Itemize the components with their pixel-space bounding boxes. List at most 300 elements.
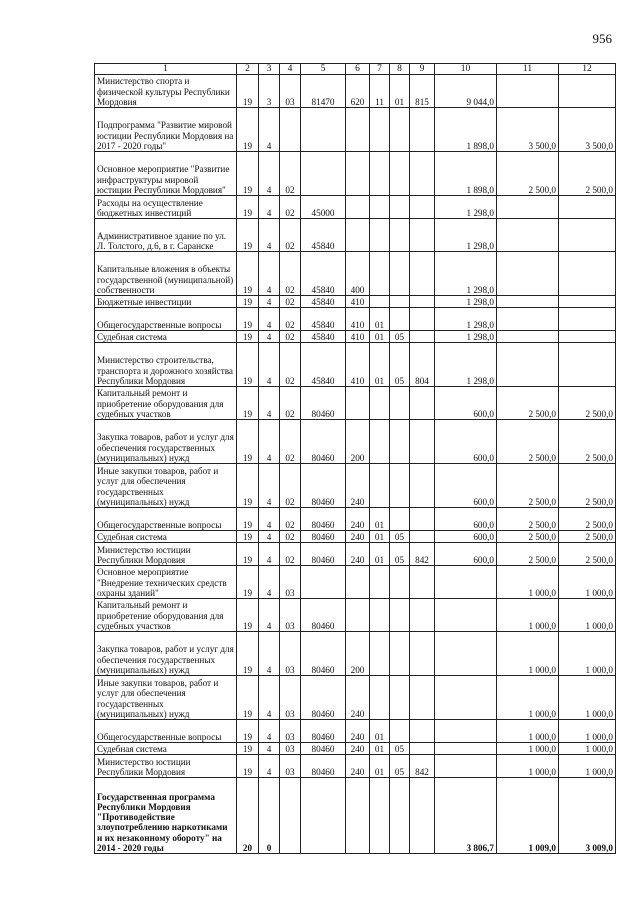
table-cell: 19 [237, 387, 259, 420]
table-cell: 0 [259, 778, 280, 854]
table-row [95, 75, 616, 108]
table-cell: 4 [259, 543, 280, 566]
table-cell: 4 [259, 755, 280, 778]
table-cell [410, 331, 435, 343]
table-cell: 01 [370, 343, 390, 387]
table-cell [301, 778, 346, 854]
row-label: Капитальный ремонт и приобретение оборудования для судебных участков [95, 599, 237, 632]
table-cell: 2 500,0 [497, 420, 559, 464]
table-cell: 1 298,0 [435, 296, 497, 308]
table-cell: 2 500,0 [559, 543, 616, 566]
table-cell: 4 [259, 108, 280, 152]
table-cell: 4 [259, 599, 280, 632]
table-cell [280, 778, 301, 854]
row-label: Закупка товаров, работ и услуг для обеспечения государственных (муниципальных) нужд [95, 420, 237, 464]
table-cell [370, 676, 390, 720]
table-cell [410, 108, 435, 152]
table-cell: 804 [410, 343, 435, 387]
table-cell: 19 [237, 152, 259, 196]
table-cell: 45840 [301, 252, 346, 296]
table-cell: 600,0 [435, 387, 497, 420]
table-cell: 03 [280, 676, 301, 720]
table-cell: 45840 [301, 331, 346, 343]
table-cell [346, 599, 370, 632]
table-cell: 02 [280, 343, 301, 387]
table-cell: 05 [390, 331, 410, 343]
table-cell [410, 599, 435, 632]
table-cell [559, 196, 616, 219]
table-cell: 02 [280, 219, 301, 252]
table-row [95, 296, 616, 308]
table-cell [410, 152, 435, 196]
table-cell [390, 219, 410, 252]
column-header: 7 [370, 64, 390, 75]
table-cell: 80460 [301, 464, 346, 508]
table-cell [410, 196, 435, 219]
table-cell: 4 [259, 152, 280, 196]
table-cell: 2 500,0 [497, 464, 559, 508]
table-cell [497, 252, 559, 296]
table-row [95, 196, 616, 219]
table-cell [390, 387, 410, 420]
column-header: 1 [95, 64, 237, 75]
table-cell [346, 387, 370, 420]
table-cell: 01 [370, 543, 390, 566]
table-cell: 19 [237, 75, 259, 108]
table-cell: 45000 [301, 196, 346, 219]
row-label: Судебная система [95, 331, 237, 343]
table-cell [435, 676, 497, 720]
table-cell: 1 000,0 [497, 755, 559, 778]
table-cell: 19 [237, 543, 259, 566]
table-row [95, 152, 616, 196]
row-label: Капитальные вложения в объекты государственной (муниципальной) собственности [95, 252, 237, 296]
table-cell: 4 [259, 252, 280, 296]
table-cell: 02 [280, 508, 301, 531]
table-cell: 200 [346, 632, 370, 676]
table-cell: 05 [390, 531, 410, 543]
table-cell: 2 500,0 [559, 152, 616, 196]
table-cell: 600,0 [435, 464, 497, 508]
table-cell: 03 [280, 743, 301, 755]
table-cell [346, 152, 370, 196]
table-cell: 2 500,0 [497, 543, 559, 566]
row-label: Министерство спорта и физической культуры Республики Мордовия [95, 75, 237, 108]
table-cell [410, 566, 435, 599]
row-label: Капитальный ремонт и приобретение оборудования для судебных участков [95, 387, 237, 420]
table-cell [410, 219, 435, 252]
table-cell: 2 500,0 [559, 531, 616, 543]
table-cell: 02 [280, 252, 301, 296]
table-cell [410, 387, 435, 420]
table-cell: 03 [280, 599, 301, 632]
table-cell [435, 755, 497, 778]
table-cell: 19 [237, 420, 259, 464]
table-cell [410, 676, 435, 720]
table-cell: 3 [259, 75, 280, 108]
table-cell: 1 000,0 [497, 632, 559, 676]
table-cell: 02 [280, 331, 301, 343]
table-cell: 1 298,0 [435, 219, 497, 252]
table-cell: 02 [280, 531, 301, 543]
table-cell: 1 000,0 [559, 720, 616, 743]
row-label: Закупка товаров, работ и услуг для обеспечения государственных (муниципальных) нужд [95, 632, 237, 676]
table-cell: 19 [237, 219, 259, 252]
table-cell [559, 219, 616, 252]
row-label: Министерство юстиции Республики Мордовия [95, 755, 237, 778]
table-cell [410, 420, 435, 464]
table-cell [497, 219, 559, 252]
table-cell: 19 [237, 632, 259, 676]
table-cell [390, 508, 410, 531]
row-label: Общегосударственные вопросы [95, 720, 237, 743]
table-cell [390, 464, 410, 508]
table-cell: 01 [370, 720, 390, 743]
table-cell: 19 [237, 252, 259, 296]
table-cell: 4 [259, 331, 280, 343]
row-label: Иные закупки товаров, работ и услуг для обеспечения государственных (муниципальных) нужд [95, 676, 237, 720]
table-cell: 4 [259, 308, 280, 331]
table-cell: 2 500,0 [559, 387, 616, 420]
table-cell [435, 599, 497, 632]
table-cell: 05 [390, 755, 410, 778]
table-cell: 45840 [301, 296, 346, 308]
row-label: Общегосударственные вопросы [95, 308, 237, 331]
table-cell: 20 [237, 778, 259, 854]
table-cell [370, 296, 390, 308]
table-row [95, 420, 616, 464]
table-cell: 1 000,0 [497, 566, 559, 599]
table-cell: 1 000,0 [497, 743, 559, 755]
table-cell: 2 500,0 [497, 508, 559, 531]
table-cell: 02 [280, 420, 301, 464]
table-cell: 02 [280, 308, 301, 331]
table-cell: 410 [346, 331, 370, 343]
row-label: Административное здание по ул. Л. Толстого, д.6, в г. Саранске [95, 219, 237, 252]
table-cell: 02 [280, 543, 301, 566]
table-cell: 240 [346, 743, 370, 755]
table-cell [370, 599, 390, 632]
table-cell [410, 778, 435, 854]
table-cell [410, 632, 435, 676]
table-row [95, 387, 616, 420]
table-cell: 410 [346, 296, 370, 308]
table-cell: 80460 [301, 676, 346, 720]
table-cell: 81470 [301, 75, 346, 108]
table-cell: 1 298,0 [435, 196, 497, 219]
table-cell [370, 464, 390, 508]
table-cell [346, 778, 370, 854]
table-cell: 240 [346, 543, 370, 566]
table-cell [390, 296, 410, 308]
table-cell [390, 196, 410, 219]
table-cell: 01 [370, 508, 390, 531]
table-cell [370, 778, 390, 854]
table-cell: 3 009,0 [559, 778, 616, 854]
column-header: 9 [410, 64, 435, 75]
table-cell: 400 [346, 252, 370, 296]
table-cell: 01 [370, 331, 390, 343]
table-cell [301, 152, 346, 196]
table-cell: 80460 [301, 508, 346, 531]
table-row [95, 531, 616, 543]
table-cell [370, 219, 390, 252]
table-cell: 1 898,0 [435, 152, 497, 196]
table-cell: 19 [237, 196, 259, 219]
column-header: 8 [390, 64, 410, 75]
row-label: Государственная программа Республики Мордовия "Противодействие злоупотреблению наркотиками и их незаконному обороту" на 2014 - 2020 годы [95, 778, 237, 854]
table-row [95, 720, 616, 743]
table-cell [390, 152, 410, 196]
table-cell: 80460 [301, 420, 346, 464]
table-cell: 815 [410, 75, 435, 108]
budget-table [94, 63, 616, 854]
table-cell: 19 [237, 743, 259, 755]
table-row [95, 743, 616, 755]
table-cell [497, 343, 559, 387]
table-cell: 240 [346, 676, 370, 720]
table-cell: 1 000,0 [559, 676, 616, 720]
table-cell: 3 500,0 [497, 108, 559, 152]
row-label: Подпрограмма "Развитие мировой юстиции Республики Мордовия на 2017 - 2020 годы" [95, 108, 237, 152]
table-cell: 80460 [301, 632, 346, 676]
table-header-row [95, 64, 616, 75]
table-cell: 03 [280, 566, 301, 599]
table-cell: 02 [280, 387, 301, 420]
table-cell: 1 000,0 [559, 755, 616, 778]
table-cell: 45840 [301, 219, 346, 252]
table-cell: 1 298,0 [435, 252, 497, 296]
table-cell: 19 [237, 108, 259, 152]
column-header: 2 [237, 64, 259, 75]
table-cell [410, 743, 435, 755]
table-cell: 842 [410, 543, 435, 566]
row-label: Иные закупки товаров, работ и услуг для обеспечения государственных (муниципальных) нужд [95, 464, 237, 508]
table-cell: 4 [259, 343, 280, 387]
table-cell [559, 308, 616, 331]
table-cell: 03 [280, 755, 301, 778]
table-cell: 9 044,0 [435, 75, 497, 108]
table-cell: 80460 [301, 387, 346, 420]
column-header: 10 [435, 64, 497, 75]
table-cell: 11 [370, 75, 390, 108]
table-row [95, 308, 616, 331]
table-cell: 600,0 [435, 420, 497, 464]
table-row [95, 632, 616, 676]
table-cell: 19 [237, 566, 259, 599]
table-row [95, 566, 616, 599]
table-cell [497, 308, 559, 331]
column-header: 12 [559, 64, 616, 75]
table-cell: 4 [259, 296, 280, 308]
table-cell: 2 500,0 [559, 464, 616, 508]
table-cell: 1 000,0 [559, 566, 616, 599]
table-cell: 600,0 [435, 543, 497, 566]
table-cell: 1 000,0 [497, 676, 559, 720]
table-cell [497, 196, 559, 219]
table-cell [390, 599, 410, 632]
table-cell: 03 [280, 75, 301, 108]
row-label: Расходы на осуществление бюджетных инвестиций [95, 196, 237, 219]
table-cell: 80460 [301, 599, 346, 632]
table-cell [559, 75, 616, 108]
table-cell: 200 [346, 420, 370, 464]
table-cell: 02 [280, 196, 301, 219]
table-cell [390, 308, 410, 331]
table-cell: 4 [259, 531, 280, 543]
table-cell [559, 331, 616, 343]
table-cell: 2 500,0 [559, 508, 616, 531]
table-cell [390, 778, 410, 854]
table-cell: 05 [390, 743, 410, 755]
table-cell [559, 252, 616, 296]
column-header: 5 [301, 64, 346, 75]
table-cell: 19 [237, 755, 259, 778]
table-cell: 80460 [301, 755, 346, 778]
table-cell: 05 [390, 543, 410, 566]
table-cell [497, 331, 559, 343]
row-label: Основное мероприятие "Внедрение технических средств охраны зданий" [95, 566, 237, 599]
table-cell: 4 [259, 508, 280, 531]
table-cell: 19 [237, 308, 259, 331]
table-cell: 19 [237, 676, 259, 720]
table-cell [301, 108, 346, 152]
table-cell: 3 806,7 [435, 778, 497, 854]
table-cell: 01 [370, 755, 390, 778]
table-cell: 410 [346, 308, 370, 331]
table-cell [390, 676, 410, 720]
table-cell: 19 [237, 464, 259, 508]
table-cell: 2 500,0 [497, 531, 559, 543]
table-cell: 2 500,0 [497, 152, 559, 196]
table-cell [346, 196, 370, 219]
table-cell: 4 [259, 743, 280, 755]
table-row [95, 343, 616, 387]
row-label: Общегосударственные вопросы [95, 508, 237, 531]
table-cell: 01 [390, 75, 410, 108]
table-cell: 19 [237, 720, 259, 743]
table-cell: 05 [390, 343, 410, 387]
table-row [95, 108, 616, 152]
table-cell [410, 531, 435, 543]
table-cell: 4 [259, 566, 280, 599]
table-cell: 4 [259, 387, 280, 420]
row-label: Основное мероприятие "Развитие инфраструктуры мировой юстиции Республики Мордовия" [95, 152, 237, 196]
table-row [95, 599, 616, 632]
table-cell: 01 [370, 531, 390, 543]
table-cell [370, 108, 390, 152]
table-cell [370, 632, 390, 676]
table-cell: 2 500,0 [497, 387, 559, 420]
table-cell: 01 [370, 743, 390, 755]
table-cell: 19 [237, 599, 259, 632]
table-row [95, 219, 616, 252]
table-row [95, 755, 616, 778]
table-cell: 45840 [301, 343, 346, 387]
table-row [95, 508, 616, 531]
table-row [95, 464, 616, 508]
table-cell: 1 000,0 [559, 743, 616, 755]
table-cell [410, 296, 435, 308]
table-cell: 410 [346, 343, 370, 387]
table-cell: 240 [346, 720, 370, 743]
table-body [95, 75, 616, 854]
table-cell [390, 108, 410, 152]
row-label: Министерство юстиции Республики Мордовия [95, 543, 237, 566]
table-cell [410, 508, 435, 531]
table-cell [559, 296, 616, 308]
table-cell: 4 [259, 420, 280, 464]
table-cell: 1 000,0 [497, 720, 559, 743]
table-cell [390, 632, 410, 676]
table-cell: 19 [237, 508, 259, 531]
row-label: Судебная система [95, 743, 237, 755]
table-cell [301, 566, 346, 599]
row-label: Бюджетные инвестиции [95, 296, 237, 308]
table-cell: 03 [280, 632, 301, 676]
table-cell: 1 298,0 [435, 308, 497, 331]
table-cell [435, 743, 497, 755]
table-cell: 03 [280, 720, 301, 743]
table-cell [390, 720, 410, 743]
table-cell [435, 720, 497, 743]
table-cell: 600,0 [435, 531, 497, 543]
table-cell: 80460 [301, 543, 346, 566]
table-cell [497, 296, 559, 308]
table-cell: 19 [237, 343, 259, 387]
table-cell [435, 566, 497, 599]
table-cell: 3 500,0 [559, 108, 616, 152]
row-label: Министерство строительства, транспорта и дорожного хозяйства Республики Мордовия [95, 343, 237, 387]
table-cell [390, 420, 410, 464]
column-header: 4 [280, 64, 301, 75]
table-cell: 1 298,0 [435, 343, 497, 387]
table-cell [346, 108, 370, 152]
table-cell [410, 252, 435, 296]
table-row [95, 252, 616, 296]
table-cell: 1 000,0 [497, 599, 559, 632]
table-cell [370, 387, 390, 420]
table-cell: 1 898,0 [435, 108, 497, 152]
table-cell: 80460 [301, 531, 346, 543]
table-cell: 80460 [301, 743, 346, 755]
column-header: 11 [497, 64, 559, 75]
table-cell [390, 566, 410, 599]
table-cell: 19 [237, 331, 259, 343]
table-cell [370, 566, 390, 599]
table-cell: 45840 [301, 308, 346, 331]
table-cell: 1 000,0 [559, 632, 616, 676]
table-cell [370, 152, 390, 196]
table-cell: 02 [280, 296, 301, 308]
table-cell: 80460 [301, 720, 346, 743]
table-cell: 1 298,0 [435, 331, 497, 343]
table-cell [559, 343, 616, 387]
table-cell [370, 252, 390, 296]
table-cell [280, 108, 301, 152]
table-cell: 4 [259, 219, 280, 252]
table-row [95, 543, 616, 566]
column-header: 6 [346, 64, 370, 75]
table-cell: 4 [259, 676, 280, 720]
table-cell: 4 [259, 720, 280, 743]
table-cell: 240 [346, 508, 370, 531]
table-cell [410, 308, 435, 331]
table-cell: 01 [370, 308, 390, 331]
table-row [95, 676, 616, 720]
table-cell: 2 500,0 [559, 420, 616, 464]
table-cell [370, 196, 390, 219]
